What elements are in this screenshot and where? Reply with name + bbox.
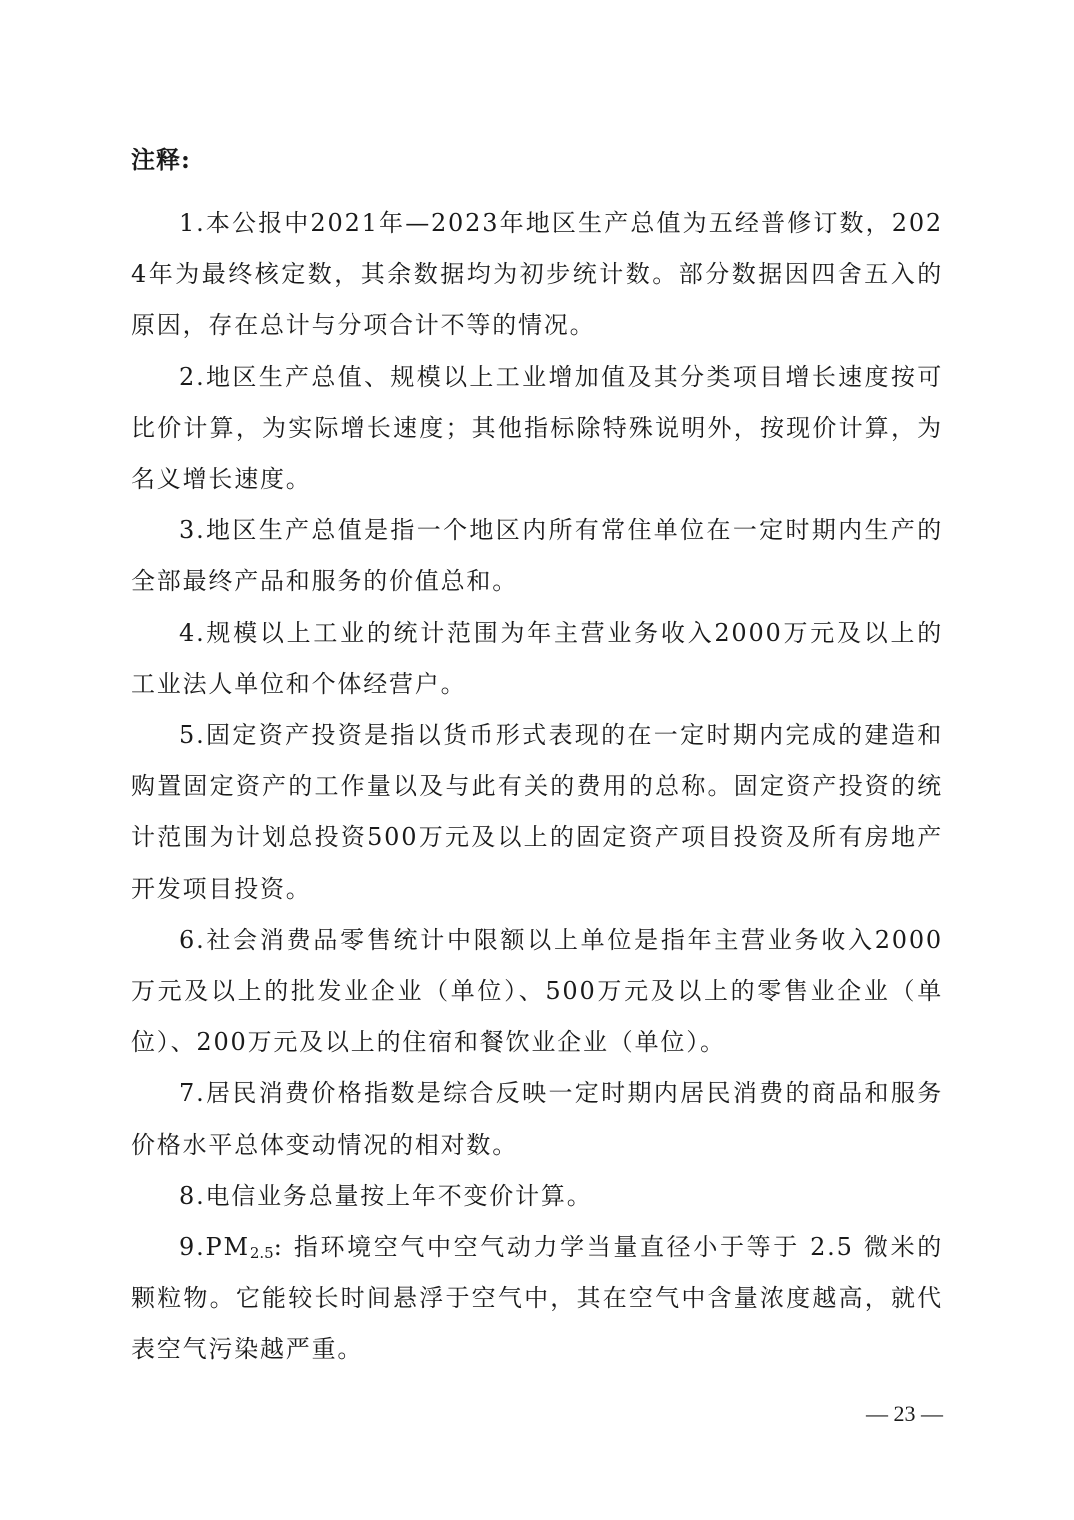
note-9-text: : 指环境空气中空气动力学当量直径小于等于 2.5 微米的颗粒物。它能较长时间悬浮于空气中，其在空气中含量浓度越高，就代表空气污染越严重。 — [131, 1233, 943, 1364]
note-9-subscript: 2.5 — [249, 1244, 274, 1263]
page-number: — 23 — — [866, 1401, 943, 1426]
notes-heading: 注释: — [131, 145, 191, 174]
note-5: 5.固定资产投资是指以货币形式表现的在一定时期内完成的建造和购置固定资产的工作量以及与此有关的费用的总称。固定资产投资的统计范围为计划总投资500万元及以上的固定资产项目投资及所有房地产开发项目投资。 — [131, 721, 943, 903]
note-8: 8.电信业务总量按上年不变价计算。 — [179, 1181, 593, 1210]
notes-list — [131, 198, 943, 1376]
note-9 — [131, 1222, 943, 1376]
note-3: 3.地区生产总值是指一个地区内所有常住单位在一定时期内生产的全部最终产品和服务的价值总和。 — [131, 516, 943, 596]
note-6: 6.社会消费品零售统计中限额以上单位是指年主营业务收入2000万元及以上的批发业企业（单位）、500万元及以上的零售业企业（单位）、200万元及以上的住宿和餐饮业企业（单位）。 — [131, 925, 943, 1057]
document-page — [131, 0, 943, 1520]
note-7: 7.居民消费价格指数是综合反映一定时期内居民消费的商品和服务价格水平总体变动情况的相对数。 — [131, 1079, 943, 1159]
note-1: 1.本公报中2021年—2023年地区生产总值为五经普修订数，2024年为最终核定数，其余数据均为初步统计数。部分数据因四舍五入的原因，存在总计与分项合计不等的情况。 — [131, 209, 943, 340]
note-9-prefix: 9.PM — [179, 1233, 250, 1262]
note-2: 2.地区生产总值、规模以上工业增加值及其分类项目增长速度按可比价计算，为实际增长速度；其他指标除特殊说明外，按现价计算，为名义增长速度。 — [131, 362, 943, 494]
note-4: 4.规模以上工业的统计范围为年主营业务收入2000万元及以上的工业法人单位和个体经营户。 — [131, 618, 943, 698]
